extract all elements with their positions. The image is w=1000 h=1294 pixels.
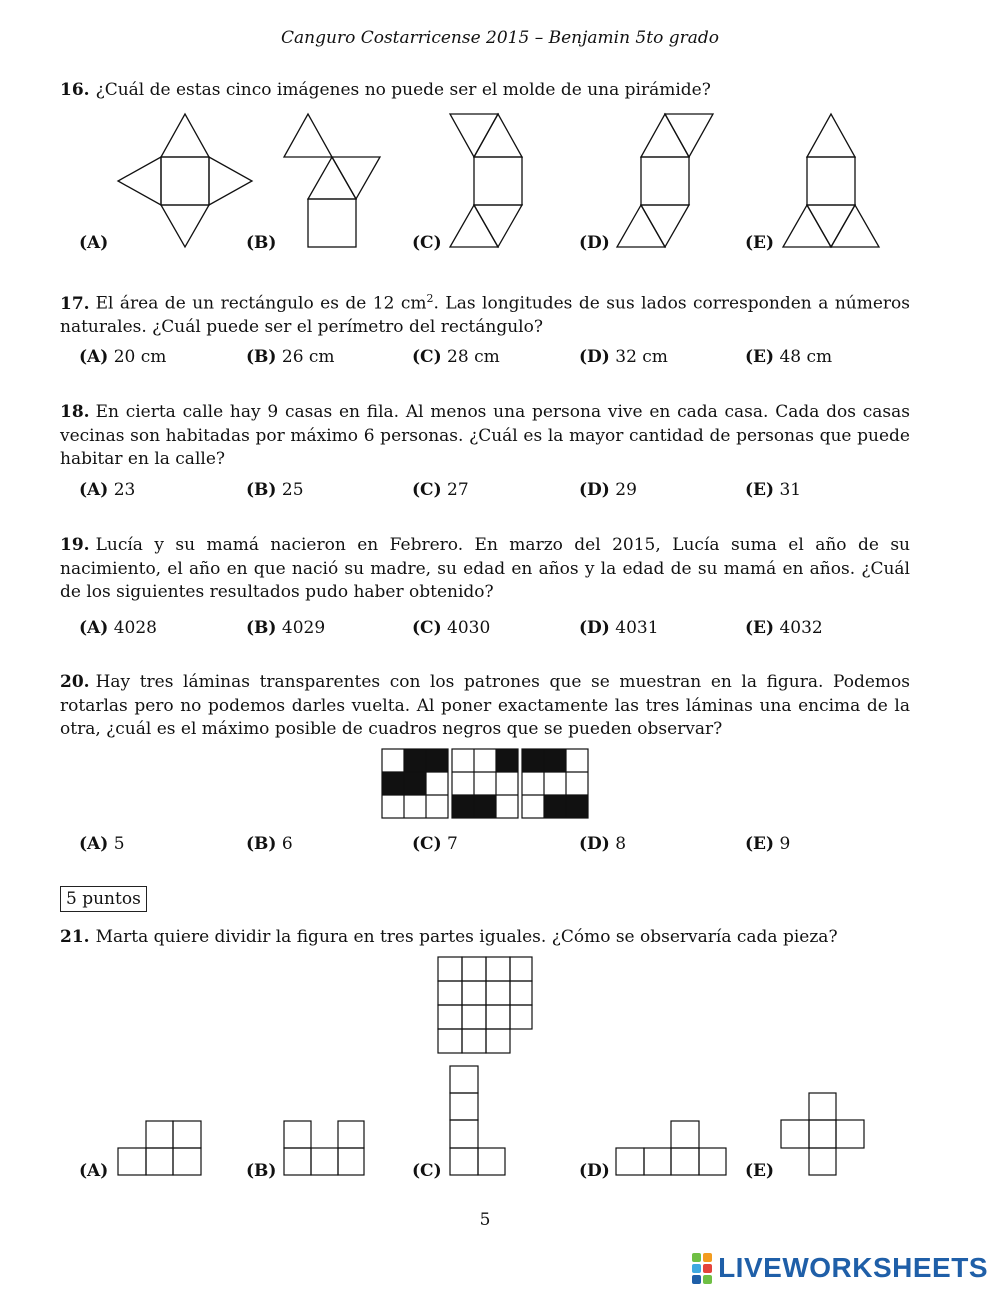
q21-option-c[interactable]: (C) — [412, 1161, 442, 1181]
q17-option-d[interactable]: (D) 32 cm — [579, 347, 668, 367]
question-number: 20. — [60, 672, 90, 692]
q21-option-e[interactable]: (E) — [745, 1161, 775, 1181]
question-text: Lucía y su mamá nacieron en Febrero. En marzo del 2015, Lucía suma el año de su nacimiento, el año en que nació su madre, su edad en años y la edad de su mamá en años. ¿Cuál de los siguientes resultados pudo haber obtenido? — [60, 535, 910, 602]
q21-option-a[interactable]: (A) — [79, 1161, 109, 1181]
q17-option-e[interactable]: (E) 48 cm — [745, 347, 833, 367]
main-grid-shape — [438, 957, 532, 1053]
piece-b-shape — [284, 1121, 364, 1175]
page-number: 5 — [479, 1210, 491, 1230]
q20-option-d[interactable]: (D) 8 — [579, 834, 627, 854]
question-number: 16. — [60, 80, 90, 100]
q19-option-a[interactable]: (A) 4028 — [79, 618, 157, 638]
piece-c-shape — [450, 1066, 505, 1175]
q19-option-b[interactable]: (B) 4029 — [246, 618, 326, 638]
q17-option-b[interactable]: (B) 26 cm — [246, 347, 335, 367]
q18-option-d[interactable]: (D) 29 — [579, 480, 637, 500]
piece-a-shape — [118, 1121, 201, 1175]
q17-option-a[interactable]: (A) 20 cm — [79, 347, 167, 367]
piece-d-shape — [616, 1121, 726, 1175]
question-text: ¿Cuál de estas cinco imágenes no puede ser el molde de una pirámide? — [95, 80, 711, 100]
question-text: Marta quiere dividir la figura en tres partes iguales. ¿Cómo se observaría cada pieza? — [95, 927, 838, 947]
q16-option-e[interactable]: (E) — [745, 233, 775, 253]
q19-option-e[interactable]: (E) 4032 — [745, 618, 823, 638]
q18-option-b[interactable]: (B) 25 — [246, 480, 304, 500]
question-number: 19. — [60, 535, 90, 555]
q17-option-c[interactable]: (C) 28 cm — [412, 347, 500, 367]
q18-option-a[interactable]: (A) 23 — [79, 480, 136, 500]
q16-option-b[interactable]: (B) — [246, 233, 277, 253]
question-number: 17. — [60, 293, 90, 314]
q18-option-c[interactable]: (C) 27 — [412, 480, 469, 500]
q16-option-d[interactable]: (D) — [579, 233, 610, 253]
q16-option-a[interactable]: (A) — [79, 233, 109, 253]
question-text: Hay tres láminas transparentes con los patrones que se muestran en la figura. Podemos rotarlas pero no podemos darles vuelta. Al poner exactamente las tres láminas una encima de la otra, ¿cuál es el máximo posible de cuadros negros que se pueden observar? — [60, 672, 910, 739]
q21-option-b[interactable]: (B) — [246, 1161, 277, 1181]
q20-option-e[interactable]: (E) 9 — [745, 834, 791, 854]
q19-option-d[interactable]: (D) 4031 — [579, 618, 659, 638]
page-header: Canguro Costarricense 2015 – Benjamin 5to grado — [281, 28, 719, 48]
q20-option-b[interactable]: (B) 6 — [246, 834, 293, 854]
question-number: 18. — [60, 402, 90, 422]
q20-option-a[interactable]: (A) 5 — [79, 834, 125, 854]
question-17: 17. El área de un rectángulo es de 12 $cm^2$. Las longitudes de sus lados corresponden a números naturales. ¿Cuál puede ser el perímetro del rectángulo? — [60, 292, 910, 338]
points-section-label: 5 puntos — [60, 886, 147, 912]
q16-option-c[interactable]: (C) — [412, 233, 442, 253]
q21-option-d[interactable]: (D) — [579, 1161, 610, 1181]
q20-option-c[interactable]: (C) 7 — [412, 834, 458, 854]
question-text: En cierta calle hay 9 casas en fila. Al menos una persona vive en cada casa. Cada dos casas vecinas son habitadas por máximo 6 personas. ¿Cuál es la mayor cantidad de personas que puede habitar en la calle? — [60, 402, 910, 469]
liveworksheets-logo-icon — [692, 1253, 712, 1284]
liveworksheets-logo — [692, 1252, 988, 1284]
question-number: 21. — [60, 927, 90, 947]
liveworksheets-wordmark: LIVEWORKSHEETS — [718, 1252, 988, 1283]
q18-option-e[interactable]: (E) 31 — [745, 480, 802, 500]
piece-e-shape — [781, 1093, 864, 1175]
q19-option-c[interactable]: (C) 4030 — [412, 618, 491, 638]
